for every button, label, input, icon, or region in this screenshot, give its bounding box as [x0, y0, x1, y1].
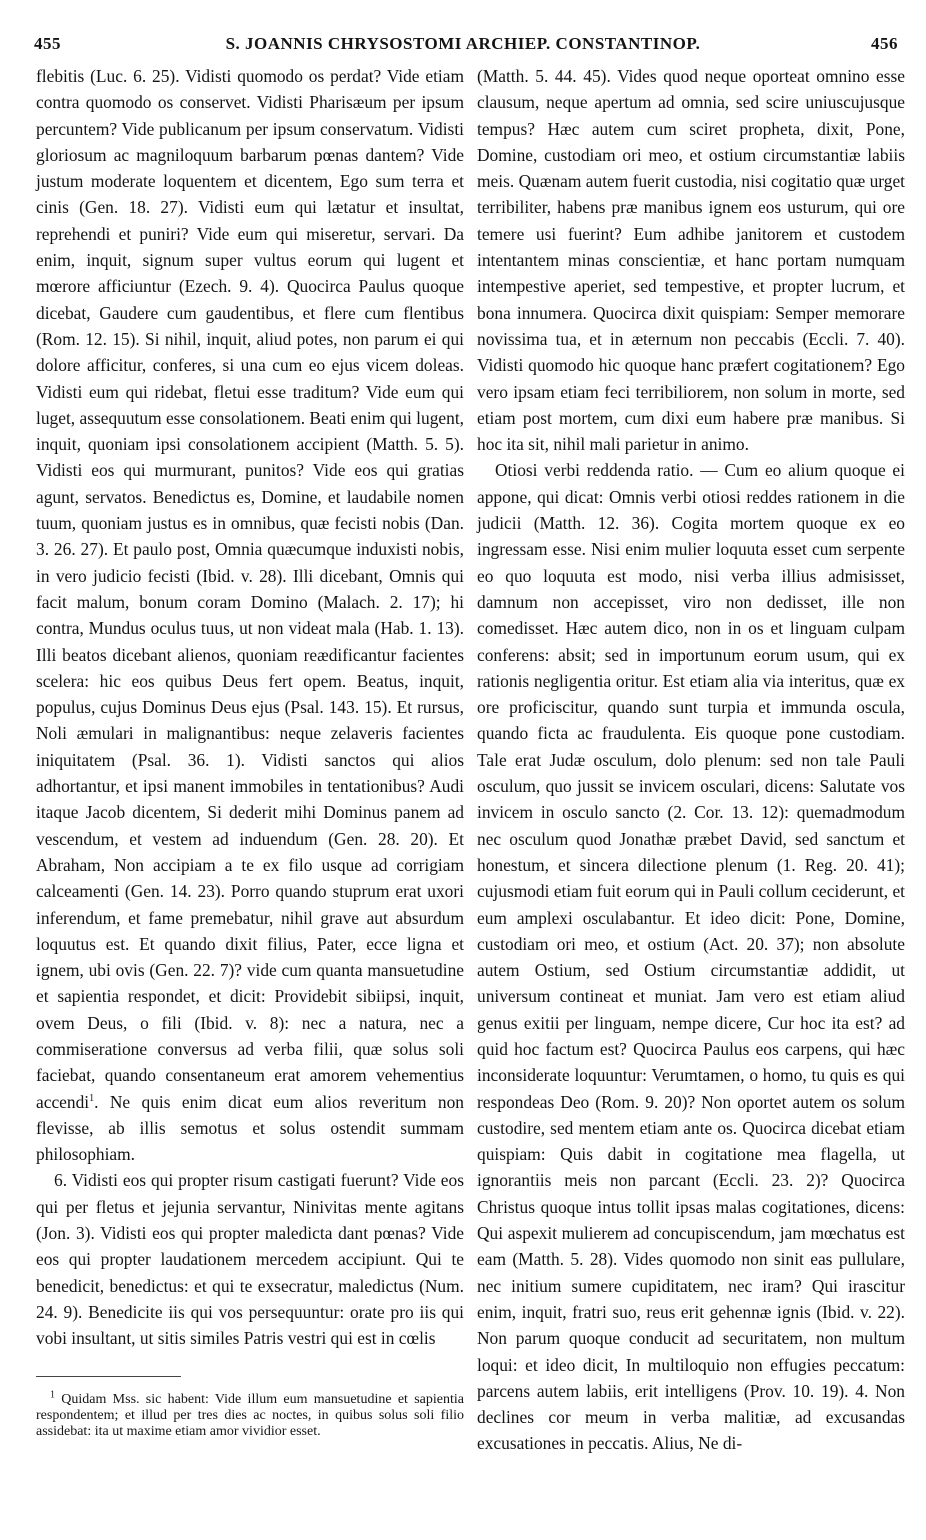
left-paragraph-1: [36, 63, 464, 1167]
footnote-reference: 1: [89, 1092, 95, 1104]
footnote-rule: [36, 1376, 181, 1377]
right-paragraph-1: (Matth. 5. 44. 45). Vides quod neque oporteat omnino esse clausum, neque apertum ad omnia, sed scire uniuscujusque tempus? Hæc autem cum sciret propheta, dixit, Pone, Domine, custodiam ori meo, et ostium circumstantiæ labiis meis. Quænam autem fuerit custodia, nisi cogitatio quæ urget terribiliter, habens præ manibus ignem eos usturum, qui ore temere usi fuerint? Eum adhibe janitorem et custodem intentantem minas conscientiæ, et hanc portam numquam intempestive aperiet, sed tempestive, et propter lucrum, et bona innumera. Quocirca dixit quispiam: Semper memorare novissima tua, et in æternum non peccabis (Eccli. 7. 40). Vidisti quomodo hic quoque hanc præfert cogitationem? Ego vero ipsam etiam feci terribiliorem, non solum in morte, sed etiam post mortem, cum dixi eum habere præ manibus. Si hoc ita sit, nihil mali parietur in animo.: [477, 66, 905, 455]
right-paragraph-2: Otiosi verbi reddenda ratio. — Cum eo alium quoque ei appone, qui dicat: Omnis verbi otiosi reddes rationem in die judicii (Matth. 12. 36). Cogita mortem quoque ex eo ingressam esse. Nisi enim mulier loquuta esset cum serpente eo quo loquuta est modo, nisi verba illius admisisset, damnum non accepisset, viro non dedisset, ille non comedisset. Hæc autem dico, non in os et linguam culpam conferens: absit; sed in importunum eorum usum, qui ex rationis negligentia oritur. Est etiam alia via interitus, quæ ex ore proficiscitur, quando sunt turpia et immunda oscula, quando ficta ac fraudulenta. Eis quoque pone custodiam. Tale erat Judæ osculum, dolo plenum: sed non tale Pauli osculum, quo jussit se invicem osculari, dicens: Salutate vos invicem in osculo sancto (2. Cor. 13. 12): quemadmodum nec osculum quod Jonathæ præbet David, sed sanctum et honestum, et sincera dilectione plenum (1. Reg. 20. 41); cujusmodi etiam fuit eorum qui in Pauli collum ceciderunt, et eum amplexi osculabantur. Et ideo dicit: Pone, Domine, custodiam ori meo, et ostium (Act. 20. 37); non absolute autem Ostium, sed Ostium circumstantiæ addidit, ut universum contineat et muniat. Jam vero est etiam aliud genus exitii per linguam, nempe dicere, Cur hoc ita est? ad quid hoc factum est? Quocirca Paulus eos carpens, qui hæc inconsiderate loquuntur: Verumtamen, o homo, tu quis es qui respondeas Deo (Rom. 9. 20)? Non oportet autem os solum custodire, sed mentem etiam ante os. Quocirca dicebat etiam quispiam: Quis dabit in cogitatione mea flagella, ut ignorantiis meis non parcant (Eccli. 23. 2)? Quocirca Christus quoque intus tollit ipsas malas cogitationes, dicens: Qui aspexit mulierem ad concupiscendum, jam mœchatus est eam (Matth. 5. 28). Vides quomodo non sinit eas pullulare, nec initium sumere cupiditatem, nec iram? Qui irascitur enim, inquit, fratri suo, reus erit gehennæ ignis (Ibid. v. 22). Non parum quoque conducit ad securitatem, non multum loqui: et ideo dicit, In multiloquio non effugies peccatum: parcens autem labiis, erit intelligens (Prov. 10. 19). 4. Non declines cor meum in verba malitiæ, ad excusandas excusationes in peccatis. Alius, Ne di-: [477, 460, 905, 1454]
footnote: [36, 1389, 464, 1440]
page-number-right: 456: [871, 34, 898, 53]
footnote-mark: 1: [50, 1389, 55, 1401]
left-paragraph-1-end: . Ne quis enim dicat eum alios reveritum non flevisse, ab illis semotus et solus ostendit summam philosophiam.: [36, 1091, 464, 1165]
running-title: S. JOANNIS CHRYSOSTOMI ARCHIEP. CONSTANTINOP.: [225, 34, 701, 53]
right-column: [477, 63, 905, 1457]
page-number-left: 455: [34, 34, 61, 53]
running-header: [28, 34, 898, 58]
footnote-text: Quidam Mss. sic habent: Vide illum eum mansuetudine et sapientia respondentem; et illud per tres dies ac noctes, in quibus solus soli filio assidebat: ita ut maxime etiam amor vividior esset.: [36, 1392, 464, 1439]
left-paragraph-1-text: flebitis (Luc. 6. 25). Vidisti quomodo os perdat? Vide etiam contra quomodo os conservet. Vidisti Pharisæum per ipsum percuntem? Vide publicanum per ipsum conservatum. Vidisti gloriosum ac magniloquum barbarum pœnas dantem? Vide justum moderate loquentem et dicentem, Ego sum terra et cinis (Gen. 18. 27). Vidisti eum qui lætatur et insultat, reprehendi et puniri? Vide eum qui miseretur, servari. Da enim, inquit, signum super vultus eorum qui lugent et mœrore afficiuntur (Ezech. 9. 4). Quocirca Paulus quoque dicebat, Gaudere cum gaudentibus, et flere cum flentibus (Rom. 12. 15). Si nihil, inquit, aliud potes, non parum ei qui dolore afficitur, conferes, si una cum eo ejus vicem doleas. Vidisti eum qui ridebat, fletui esse traditum? Vide eum qui luget, assequutum esse consolationem. Beati enim qui lugent, inquit, quoniam ipsi consolationem accipient (Matth. 5. 5). Vidisti eos qui murmurant, punitos? Vide eos qui gratias agunt, servatos. Benedictus es, Domine, et laudabile nomen tuum, quoniam justus es in omnibus, quæ fecisti nobis (Dan. 3. 26. 27). Et paulo post, Omnia quæcumque induxisti nobis, in vero judicio fecisti (Ibid. v. 28). Illi dicebant, Omnis qui facit malum, bonum coram Domino (Malach. 2. 17); hi contra, Mundus oculus tuus, ut non videat mala (Hab. 1. 13). Illi beatos dicebant alienos, quoniam reædificantur facientes scelera: hic eos quibus Deus fert opem. Beatus, inquit, populus, cujus Dominus Deus ejus (Psal. 143. 15). Et rursus, Noli æmulari in malignantibus: neque zelaveris facientes iniquitatem (Psal. 36. 1). Vidisti sanctos qui alios adhortantur, et ipsi manent immobiles in tentationibus? Audi itaque Jacob dicentem, Si dederit mihi Dominus panem ad vescendum, et vestem ad induendum (Gen. 28. 20). Et Abraham, Non accipiam a te ex filo usque ad corrigiam calceamenti (Gen. 14. 23). Porro quando stuprum erat uxori inferendum, et fame premebatur, nihil grave aut absurdum loquutus est. Et quando dixit filius, Pater, ecce ligna et ignem, ubi ovis (Gen. 22. 7)? vide cum quanta mansuetudine et sapientia respondet, et dicit: Providebit sibiipsi, inquit, ovem Deus, o fili (Ibid. v. 8): nec a natura, nec a commiseratione conversus ad verba filii, quæ solus soli faciebat, quando consentaneum erat amorem vehementius accendi: [36, 66, 464, 1112]
left-column: [36, 63, 464, 1352]
left-paragraph-2: 6. Vidisti eos qui propter risum castigati fuerunt? Vide eos qui per fletus et jejunia servantur, Ninivitas mente agitans (Jon. 3). Vidisti eos qui propter maledicta dant pœnas? Vide eos qui propter laudationem mercedem accipiunt. Qui te benedicit, benedictus: et qui te exsecratur, maledictus (Num. 24. 9). Benedicite iis qui vos persequuntur: orate pro iis qui vobi insultant, ut sitis similes Patris vestri qui est in cœlis: [36, 1170, 464, 1349]
